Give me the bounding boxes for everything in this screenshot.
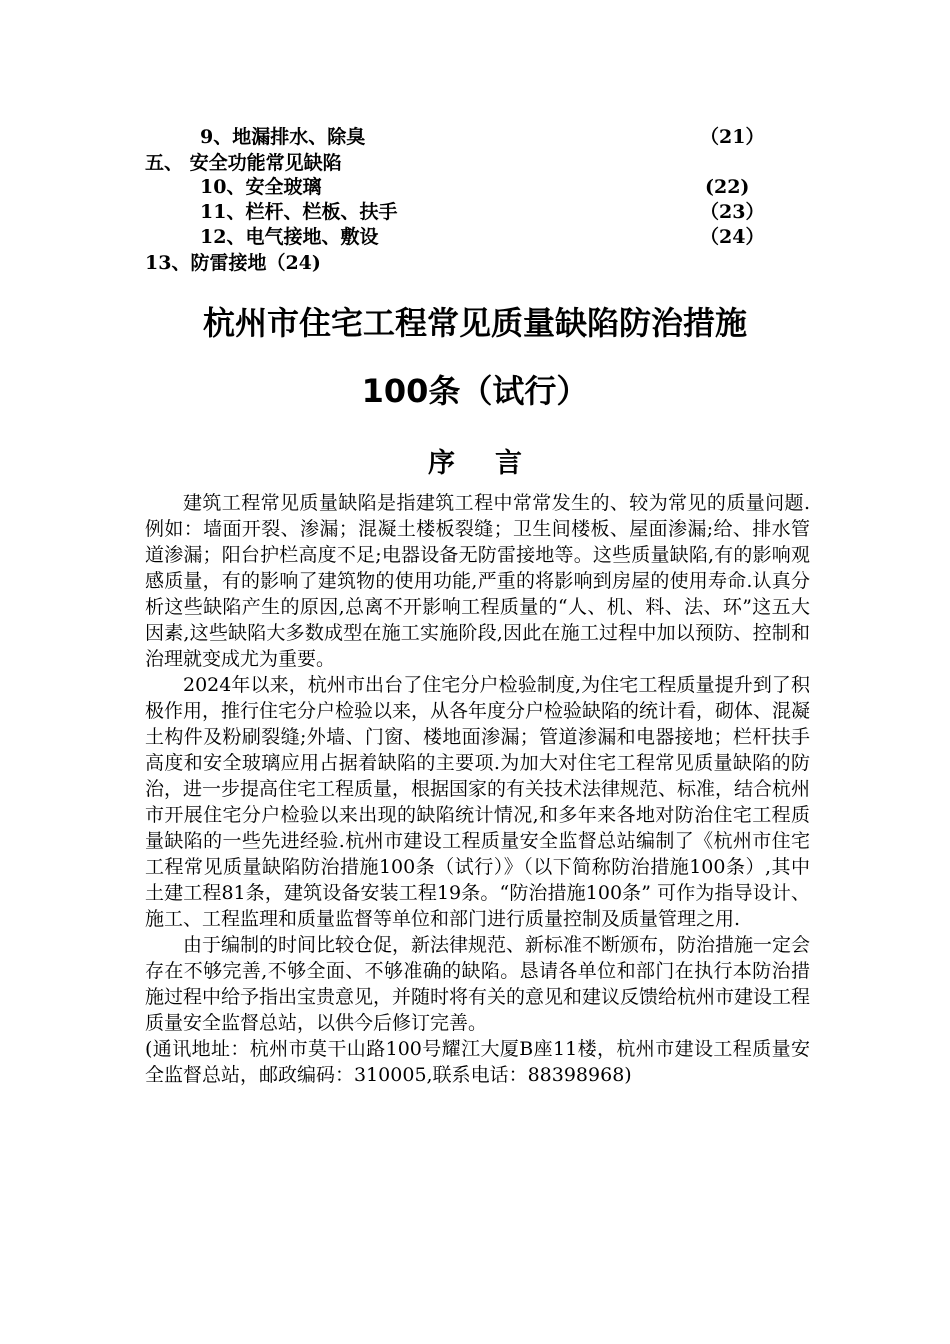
toc-item-10: 10、安全玻璃: [200, 176, 322, 198]
preface-paragraph-2: 2024年以来，杭州市出台了住宅分户检验制度,为住宅工程质量提升到了积极作用，推行住宅分户检验以来，从各年度分户检验缺陷的统计看，砌体、混凝土构件及粉刷裂缝;外墙、门窗、楼地面渗漏；管道渗漏和电器接地；栏杆扶手高度和安全玻璃应用占据着缺陷的主要项.为加大对住宅工程常见质量缺陷的防治，进一步提高住宅工程质量，根据国家的有关技术法律规范、标准，结合杭州市开展住宅分户检验以来出现的缺陷统计情况,和多年来各地对防治住宅工程质量缺陷的一些先进经验.杭州市建设工程质量安全监督总站编制了《杭州市住宅工程常见质量缺陷防治措施100条（试行）》（以下简称防治措施100条）,其中土建工程81条，建筑设备安装工程19条。“防治措施100条” 可作为指导设计、施工、工程监理和质量监督等单位和部门进行质量控制及质量管理之用.: [145, 674, 811, 930]
toc-page-11: （23）: [700, 201, 765, 223]
preface-heading: 序言: [428, 448, 562, 479]
toc-page-9: （21）: [700, 126, 765, 148]
toc-page-12: （24）: [700, 226, 765, 248]
toc-item-11: 11、栏杆、栏板、扶手: [200, 201, 398, 223]
document-title-line2: 100条（试行）: [361, 372, 589, 410]
toc-page-10: (22): [705, 176, 750, 198]
preface-paragraph-1: 建筑工程常见质量缺陷是指建筑工程中常常发生的、较为常见的质量问题.例如：墙面开裂、渗漏；混凝土楼板裂缝；卫生间楼板、屋面渗漏;给、排水管道渗漏；阳台护栏高度不足;电器设备无防雷接地等。这些质量缺陷,有的影响观感质量，有的影响了建筑物的使用功能,严重的将影响到房屋的使用寿命.认真分析这些缺陷产生的原因,总离不开影响工程质量的“人、机、料、法、环”这五大因素,这些缺陷大多数成型在施工实施阶段,因此在施工过程中加以预防、控制和治理就变成尤为重要。: [145, 492, 810, 670]
toc-item-9: 9、地漏排水、除臭: [200, 126, 366, 148]
preface-body: [145, 490, 810, 1088]
preface-paragraph-3: 由于编制的时间比较仓促，新法律规范、新标准不断颁布，防治措施一定会存在不够完善,不够全面、不够准确的缺陷。恳请各单位和部门在执行本防治措施过程中给予指出宝贵意见，并随时将有关的意见和建议反馈给杭州市建设工程质量安全监督总站，以供今后修订完善。: [145, 934, 811, 1034]
toc-section-5: 五、 安全功能常见缺陷: [145, 152, 342, 174]
contact-info: (通讯地址：杭州市莫干山路100号耀江大厦B座11楼，杭州市建设工程质量安全监督总站，邮政编码：310005,联系电话：88398968): [145, 1038, 810, 1086]
document-title-line1: 杭州市住宅工程常见质量缺陷防治措施: [202, 304, 747, 342]
toc-item-13: 13、防雷接地（24): [145, 252, 321, 274]
toc-item-12: 12、电气接地、敷设: [200, 226, 379, 248]
